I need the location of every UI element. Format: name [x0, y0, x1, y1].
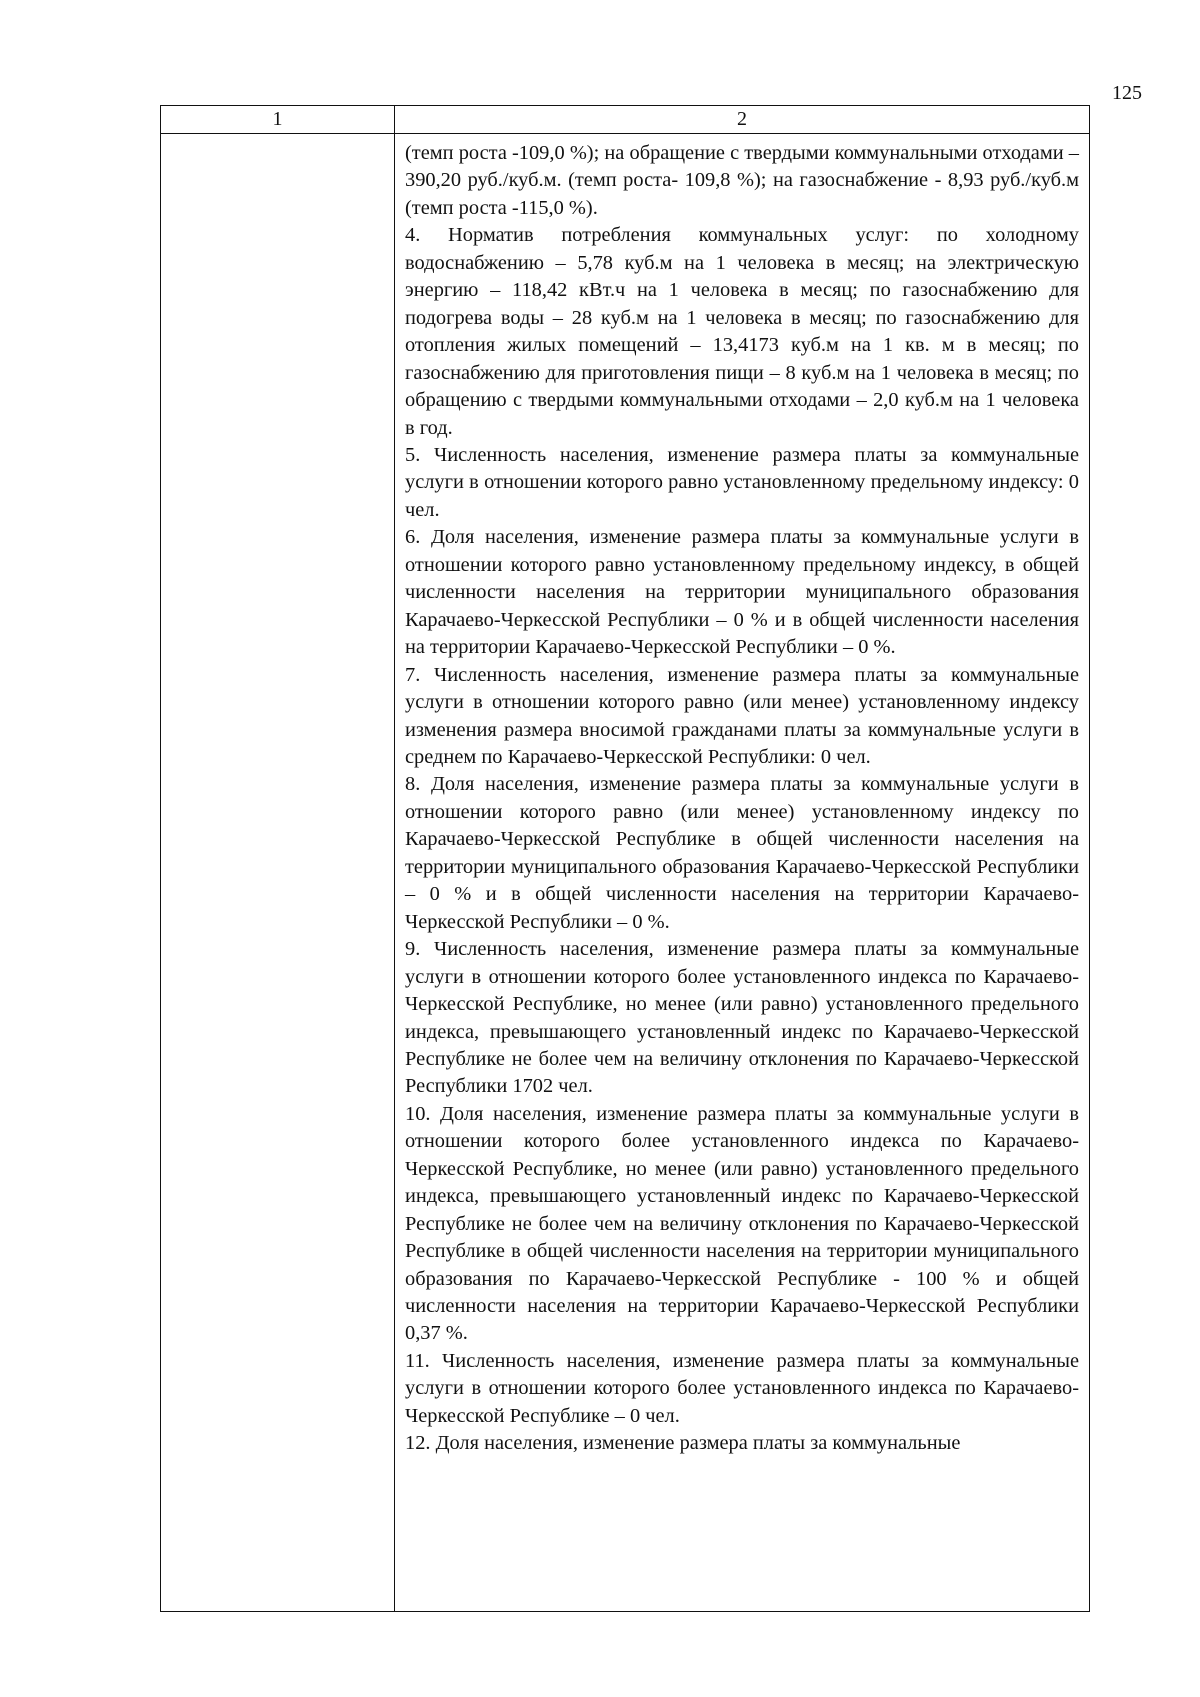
- paragraph-item-10: 10. Доля населения, изменение размера платы за коммунальные услуги в отношении которого более установленного индекса по Карачаево-Черкесской Республике, но менее (или равно) установленного предельного индекса, превышающего установленный индекс по Карачаево-Черкесской Республике не более чем на величину отклонения по Карачаево-Черкесской Республике в общей численности населения на территории муниципального образования по Карачаево-Черкесской Республике - 100 % и общей численности населения на территории Карачаево-Черкесской Республики 0,37 %.: [405, 1102, 1079, 1345]
- document-table: [160, 105, 1090, 1612]
- paragraph-item-4: 4. Норматив потребления коммунальных услуг: по холодному водоснабжению – 5,78 куб.м на 1 человека в месяц; на электрическую энергию – 118,42 кВт.ч на 1 человека в месяц; по газоснабжению для подогрева воды – 28 куб.м на 1 человека в месяц; по газоснабжению для отопления жилых помещений – 13,4173 куб.м на 1 кв. м в месяц; по газоснабжению для приготовления пищи – 8 куб.м на 1 человека в месяц; по обращению с твердыми коммунальными отходами – 2,0 куб.м на 1 человека в год.: [405, 224, 1079, 439]
- paragraph-item-6: 6. Доля населения, изменение размера платы за коммунальные услуги в отношении которого равно установленному предельному индексу, в общей численности населения на территории муниципального образования Карачаево-Черкесской Республики – 0 % и в общей численности населения на территории Карачаево-Черкесской Республики – 0 %.: [405, 526, 1079, 659]
- paragraph-item-7: 7. Численность населения, изменение размера платы за коммунальные услуги в отношении которого равно (или менее) установленному индексу изменения размера вносимой гражданами платы за коммунальные услуги в среднем по Карачаево-Черкесской Республики: 0 чел.: [405, 663, 1079, 768]
- paragraph-item-11: 11. Численность населения, изменение размера платы за коммунальные услуги в отношении которого более установленного индекса по Карачаево-Черкесской Республике – 0 чел.: [405, 1349, 1079, 1427]
- page-number: 125: [1112, 82, 1142, 104]
- paragraph-item-5: 5. Численность населения, изменение размера платы за коммунальные услуги в отношении которого равно установленному предельному индексу: 0 чел.: [405, 443, 1079, 521]
- paragraph-item-12: 12. Доля населения, изменение размера платы за коммунальные: [405, 1432, 961, 1455]
- column-header-1: 1: [161, 106, 395, 134]
- paragraph-item-8: 8. Доля населения, изменение размера платы за коммунальные услуги в отношении которого равно (или менее) установленному индексу по Карачаево-Черкесской Республике в общей численности населения на территории муниципального образования Карачаево-Черкесской Республики – 0 % и в общей численности населения на территории Карачаево-Черкесской Республики – 0 %.: [405, 773, 1079, 933]
- paragraph-item-9: 9. Численность населения, изменение размера платы за коммунальные услуги в отношении которого более установленного индекса по Карачаево-Черкесской Республике, но менее (или равно) установленного предельного индекса, превышающего установленный индекс по Карачаево-Черкесской Республике не более чем на величину отклонения по Карачаево-Черкесской Республики 1702 чел.: [405, 938, 1079, 1098]
- table-cell-column-2: [395, 134, 1089, 1611]
- column-header-2: 2: [395, 106, 1089, 134]
- paragraph-tariff-continuation: (темп роста -109,0 %); на обращение с твердыми коммунальными отходами – 390,20 руб./куб.м. (темп роста- 109,8 %); на газоснабжение - 8,93 руб./куб.м (темп роста -115,0 %).: [405, 142, 1079, 219]
- table-cell-column-1: [161, 134, 395, 1611]
